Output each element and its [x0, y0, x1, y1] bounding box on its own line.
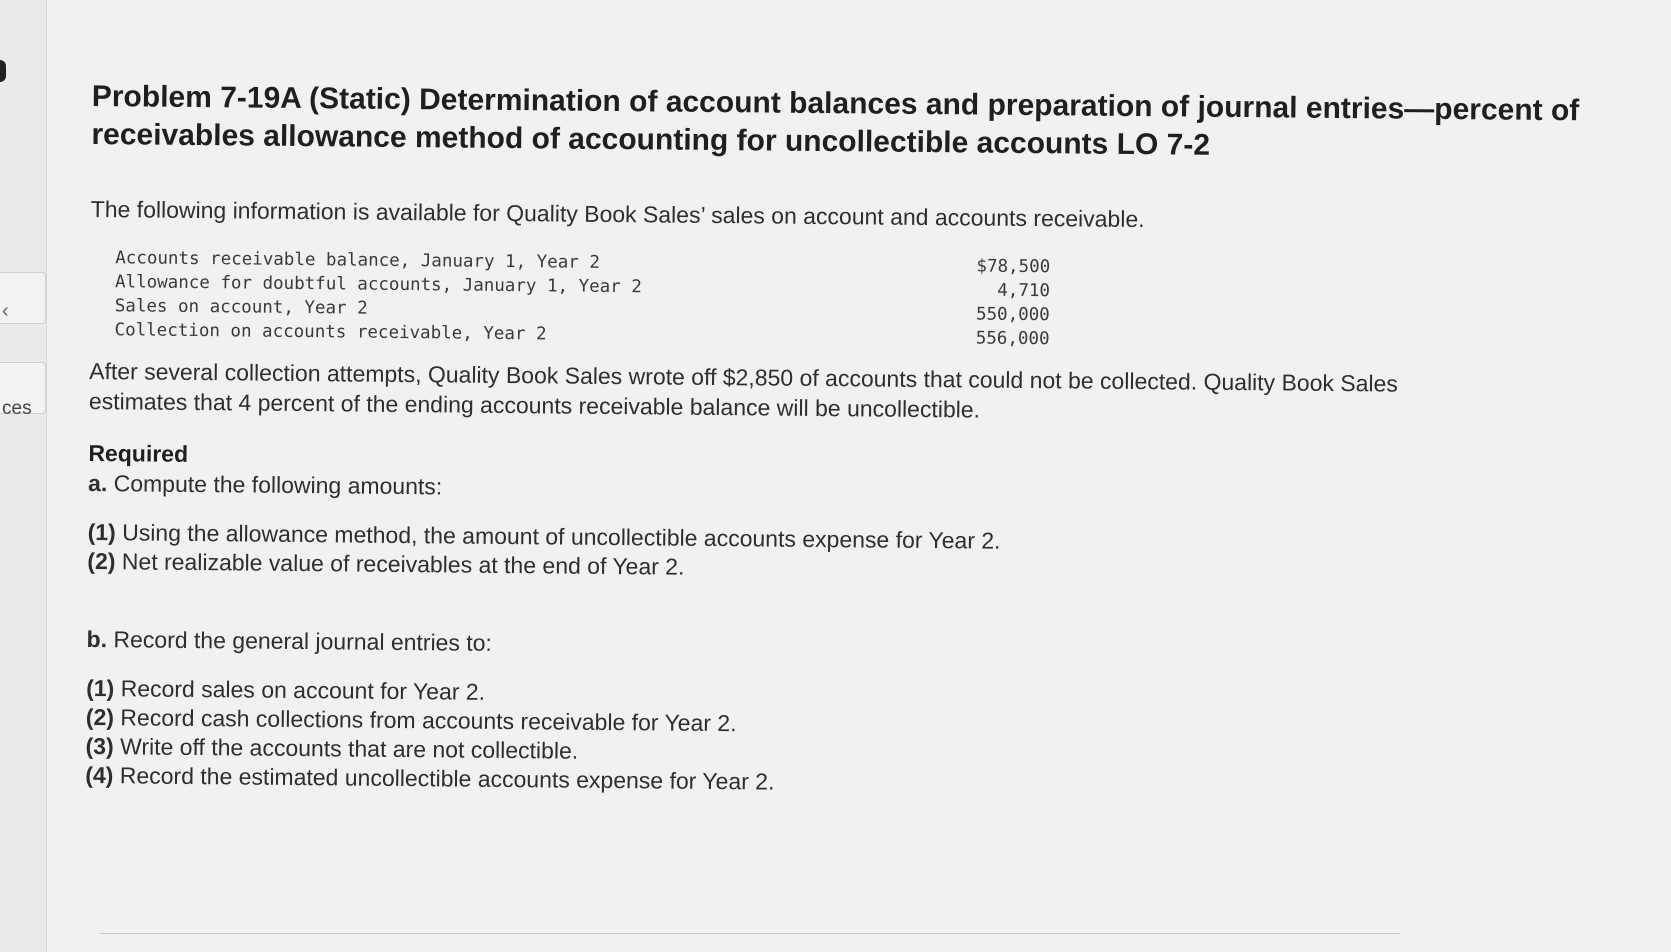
item-number: (1) — [86, 674, 115, 702]
item-text: Net realizable value of receivables at the end of Year 2. — [121, 548, 685, 580]
part-b-text: Record the general journal entries to: — [113, 626, 493, 656]
part-b-instruction — [86, 624, 1646, 669]
row-label: Allowance for doubtful accounts, January 1, Year 2 — [114, 272, 642, 298]
problem-intro: The following information is available for Quality Book Sales’ sales on account and accounts receivable. — [90, 195, 1145, 233]
part-a-marker: a. — [87, 469, 108, 497]
side-panel-handle[interactable] — [0, 60, 6, 82]
item-number: (2) — [87, 547, 116, 575]
item-text: Record the estimated uncollectible accounts expense for Year 2. — [119, 762, 775, 795]
account-data-table — [114, 246, 1050, 351]
item-text: Record cash collections from accounts receivable for Year 2. — [120, 704, 737, 737]
part-b-marker: b. — [86, 625, 108, 653]
row-label: Accounts receivable balance, January 1, Year 2 — [115, 248, 601, 273]
item-number: (3) — [85, 732, 114, 760]
row-amount: 550,000 — [975, 304, 1050, 326]
part-a-list — [87, 518, 1647, 591]
item-text: Using the allowance method, the amount of uncollectible accounts expense for Year 2. — [122, 519, 1001, 554]
part-a-text: Compute the following amounts: — [113, 470, 443, 500]
item-number: (2) — [85, 703, 115, 731]
row-amount: 4,710 — [997, 280, 1051, 302]
item-text: Write off the accounts that are not collectible. — [119, 733, 579, 764]
row-amount: 556,000 — [975, 328, 1050, 350]
row-label: Sales on account, Year 2 — [114, 296, 368, 319]
side-panel-label[interactable]: ces — [2, 398, 32, 419]
item-number: (1) — [87, 518, 116, 546]
row-label: Collection on accounts receivable, Year 2 — [114, 320, 547, 345]
chevron-left-icon[interactable]: ‹ — [2, 300, 9, 322]
required-heading: Required — [88, 439, 189, 467]
problem-title: Problem 7-19A (Static) Determination of account balances and preparation of journal entries—percent of receivables allowance method of accounting for uncollectible accounts LO 7-2 — [91, 79, 1580, 162]
row-amount: $78,500 — [976, 256, 1051, 278]
side-panel — [0, 0, 47, 952]
write-off-paragraph: After several collection attempts, Quality Book Sales wrote off $2,850 of accounts that could not be collected. Quality Book Sales estimates that 4 percent of the ending accounts receivable balance will be uncollectible. — [88, 357, 1399, 423]
item-number: (4) — [85, 761, 114, 789]
problem-content — [85, 78, 1652, 805]
item-text: Record sales on account for Year 2. — [120, 675, 486, 705]
bottom-divider — [100, 933, 1400, 934]
part-b-list — [85, 674, 1646, 805]
